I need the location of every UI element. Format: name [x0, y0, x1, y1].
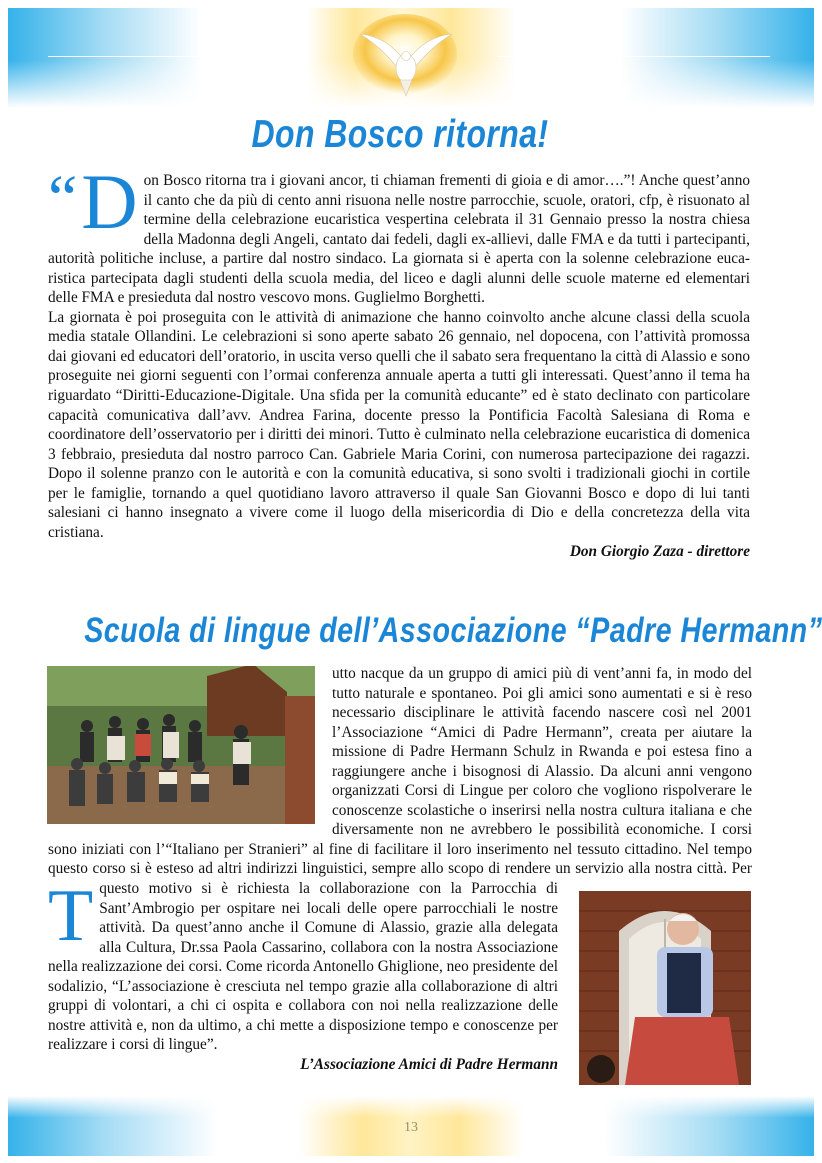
article-signature: Don Giorgio Zaza - direttore [569, 543, 750, 561]
page-number: 13 [404, 1120, 418, 1135]
portrait-photo [579, 891, 751, 1085]
article-body [48, 158, 750, 562]
article-paragraph-1 [48, 158, 750, 308]
opening-quote-mark: “ [48, 162, 78, 235]
drop-cap: T [48, 875, 94, 957]
header-rule-left [48, 56, 302, 57]
dove-icon [352, 14, 458, 100]
group-photo [47, 666, 315, 824]
article-title: Don Bosco ritorna! [251, 113, 549, 156]
article-paragraph-2: La giornata è poi proseguita con le attività di animazione che hanno coinvolto anche alcune classi della scuola media statale Ollandini. Le celebrazioni si sono aperte sabato 26 gennaio, nel dopocena, con l’attività promossa dai giovani ed educatori dell’oratorio, in uscita verso quelli che il sabato sera frequentano la città di Alassio e sono proseguite nei giorni seguenti con l’ormai conferenza annuale aperta a tutti gli interessati. Quest’anno il tema ha riguardato “Diritti-Educazione-Digitale. Una sfida per la comunità educante” ed è stato declinato con particolare capacità comunicativa dall’avv. Andrea Farina, docente presso la Pontificia Facoltà Salesiana di Roma e coordinatore dell’osservatorio per i diritti dei minori. Tutto è culminato nella celebrazione eucaristica di domenica 3 febbraio, presieduta dal nostro parroco Can. Gabriele Maria Corini, con numerosa partecipazione dei ragazzi. Dopo il solenne pranzo con le autorità e con la comunità educativa, si sono svolti i tradizionali giochi in cortile per le famiglie, tornando a quel quotidiano lavoro attraverso il quale San Giovanni Bosco e dopo di lui tanti salesiani ci hanno insegnato a vivere come il luogo della misericordia di Dio e della concretezza della vita cristiana. [48, 308, 750, 541]
header-rule-right [498, 56, 770, 57]
drop-cap: D [81, 158, 138, 245]
paragraph-text: utto nacque da un gruppo di amici più di vent’anni fa, in modo del tutto naturale e spontaneo. Poi gli amici sono aumentati e si è reso necessario disciplinare le attività facendo nascere così nel 2001 l’Associazione “Amici di Padre Hermann”, creata per aiutare la missione di Padre Hermann Schulz in Rwanda e poi estesa fino a raggiungere anche i bisognosi di Alassio. Da alcuni anni vengono organizzati Corsi di Lingue per coloro che vogliono rispolverare le conoscenze scolastiche o inserirsi nella nostra cultura italiana e che diversamente non ne avrebbero le possibilità economiche. I corsi sono iniziati con l’“Italiano per Stranieri” al fine di facilitare il loro inserimento nel tessuto cittadino. Nel tempo questo corso si è esteso ad altri indirizzi linguistici, sempre allo scopo di rendere un servizio alla nostra città. Per questo motivo si è richiesta la collaborazione con la Parrocchia di Sant’Ambrogio per ospitare nei locali delle opere parrocchiali le nostre attività. Da quest’anno anche il Comune di Alassio, grazie alla delegata alla Cultura, Dr.ssa Paola Cassarino, collabora con la nostra Associazione nella realizzazione dei corsi. Come ricorda Antonello Ghiglione, neo presidente del sodalizio, “L’associazione è cresciuta nel tempo grazie alla collaborazione di altri gruppi di volontari, a chi ci ospita e collabora con noi nella realizzazione delle nostre attività e, non da ultimo, a chi mette a disposizione tempo e conoscenze per realizzare i corsi di lingue”. [48, 665, 752, 1054]
article-signature: L’Associazione Amici di Padre Hermann [300, 1055, 558, 1073]
article-title: Scuola di lingue dell’Associazione “Padre Hermann” [84, 611, 822, 650]
paragraph-text: on Bosco ritorna tra i giovani ancor, ti chiaman frementi di gioia e di amor….”! Anche quest’anno il canto che da più di cento anni risuona nelle nostre parrocchie, scuole, oratori, cfp, è risuonato al termine della celebrazione eucaristica vespertina celebrata il 31 Gennaio presso la nostra chiesa della Madonna degli Angeli, cantato dai fedeli, dagli ex-allievi, dalle FMA e da tutti i partecipanti, autorità politiche incluse, a partire dal nostro sindaco. La giornata si è aperta con la solenne celebrazione eucaristica partecipata dagli studenti della scuola media, del liceo e dagli alunni delle scuole materne ed elementari delle FMA e presieduta dal nostro vescovo mons. Guglielmo Borghetti. [48, 172, 750, 307]
